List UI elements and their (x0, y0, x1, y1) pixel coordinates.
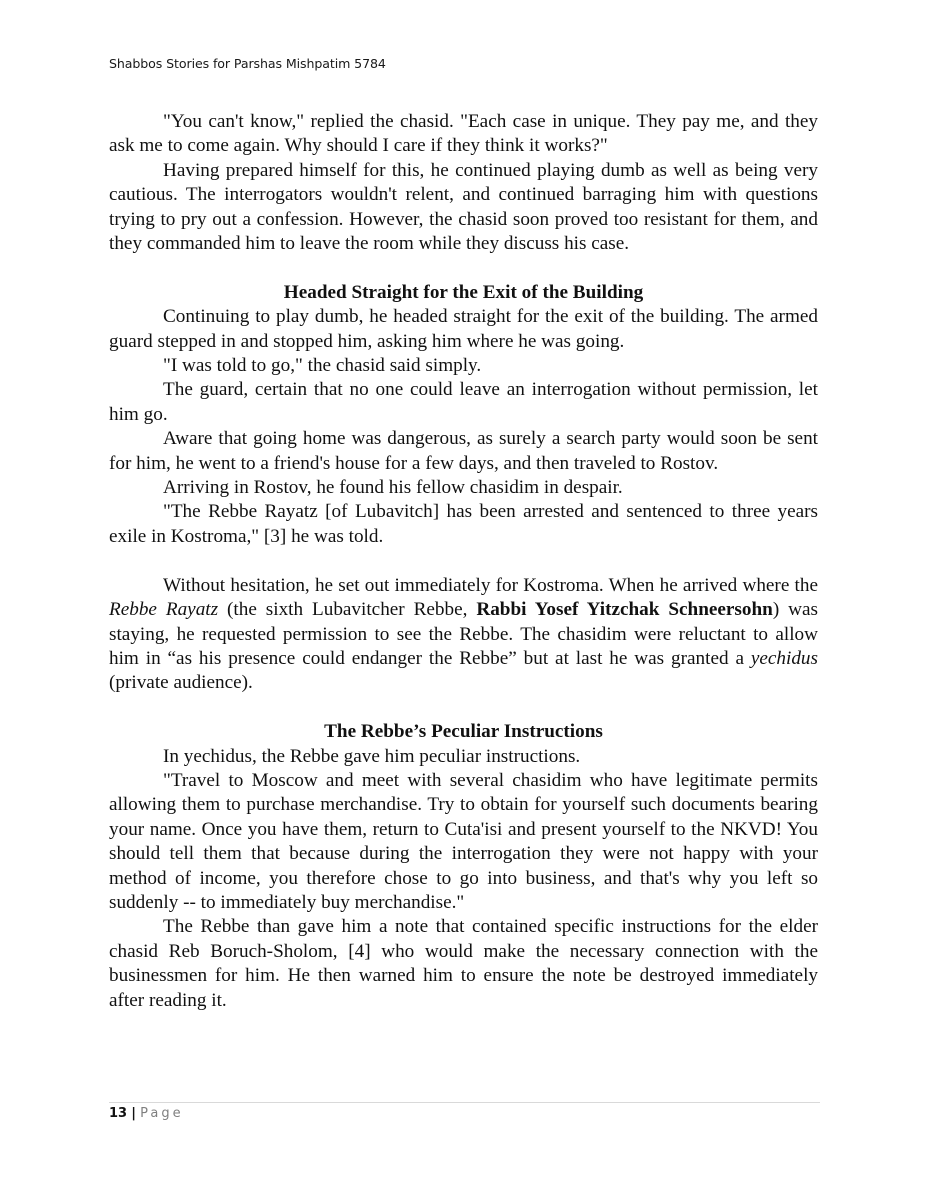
italic-term: Rebbe Rayatz (109, 599, 219, 621)
page-label: Page (140, 1106, 184, 1121)
paragraph: Having prepared himself for this, he continued playing dumb as well as being very cautious. The interrogators wouldn't relent, and continued barraging him with questions trying to pry out a confession. However, the chasid soon proved too resistant for them, and they commanded him to leave the room while they discuss his case. (109, 159, 818, 255)
text-run: (private audience). (109, 672, 253, 694)
paragraph: "You can't know," replied the chasid. "Each case in unique. They pay me, and they ask me to come again. Why should I care if they think it works?" (109, 111, 818, 157)
footer-divider (109, 1102, 820, 1103)
section-heading: Headed Straight for the Exit of the Building (283, 281, 644, 303)
paragraph: Aware that going home was dangerous, as surely a search party would soon be sent for him, he went to a friend's house for a few days, and then traveled to Rostov. (109, 428, 818, 474)
paragraph: Arriving in Rostov, he found his fellow chasidim in despair. (163, 477, 623, 499)
paragraph: "The Rebbe Rayatz [of Lubavitch] has been arrested and sentenced to three years exile in Kostroma," [3] he was told. (109, 501, 818, 547)
bold-name: Rabbi Yosef Yitzchak Schneersohn (476, 599, 773, 621)
footer-separator: | (131, 1106, 136, 1121)
page-number: 13 (109, 1106, 128, 1121)
paragraph: In yechidus, the Rebbe gave him peculiar instructions. (163, 745, 581, 767)
paragraph: The Rebbe than gave him a note that contained specific instructions for the elder chasid Reb Boruch-Sholom, [4] who would make the necessary connection with the businessmen for him. He then warned him to ensure the note be destroyed immediately after reading it. (109, 916, 818, 1011)
running-header: Shabbos Stories for Parshas Mishpatim 5784 (109, 56, 386, 71)
blank-line (109, 549, 818, 573)
section-heading: The Rebbe’s Peculiar Instructions (324, 721, 603, 743)
paragraph: "Travel to Moscow and meet with several chasidim who have legitimate permits allowing them to purchase merchandise. Try to obtain for yourself such documents bearing your name. Once you have them, return to Cuta'isi and present yourself to the NKVD! You should tell them that because during the interrogation they were not happy with your method of income, you therefore chose to go into business, and that's why you left so suddenly -- to immediately buy merchandise." (109, 769, 818, 913)
text-run: ) was staying, he requested permission to see the Rebbe. The chasidim were reluctant to allow him in “as his presence could endanger the Rebbe” but at last he was granted a (109, 599, 818, 669)
paragraph: The guard, certain that no one could leave an interrogation without permission, let him go. (109, 379, 818, 425)
paragraph: Continuing to play dumb, he headed straight for the exit of the building. The armed guard stepped in and stopped him, asking him where he was going. (109, 306, 818, 352)
blank-line (109, 696, 818, 720)
paragraph: "I was told to go," the chasid said simply. (163, 355, 482, 377)
paragraph (109, 574, 818, 696)
blank-line (109, 256, 818, 280)
text-run: (the sixth Lubavitcher Rebbe, (218, 599, 477, 621)
text-run: Without hesitation, he set out immediately for Kostroma. When he arrived where the (163, 574, 818, 596)
page-footer (109, 1106, 184, 1121)
italic-term: yechidus (750, 647, 818, 669)
document-body (109, 110, 818, 1013)
